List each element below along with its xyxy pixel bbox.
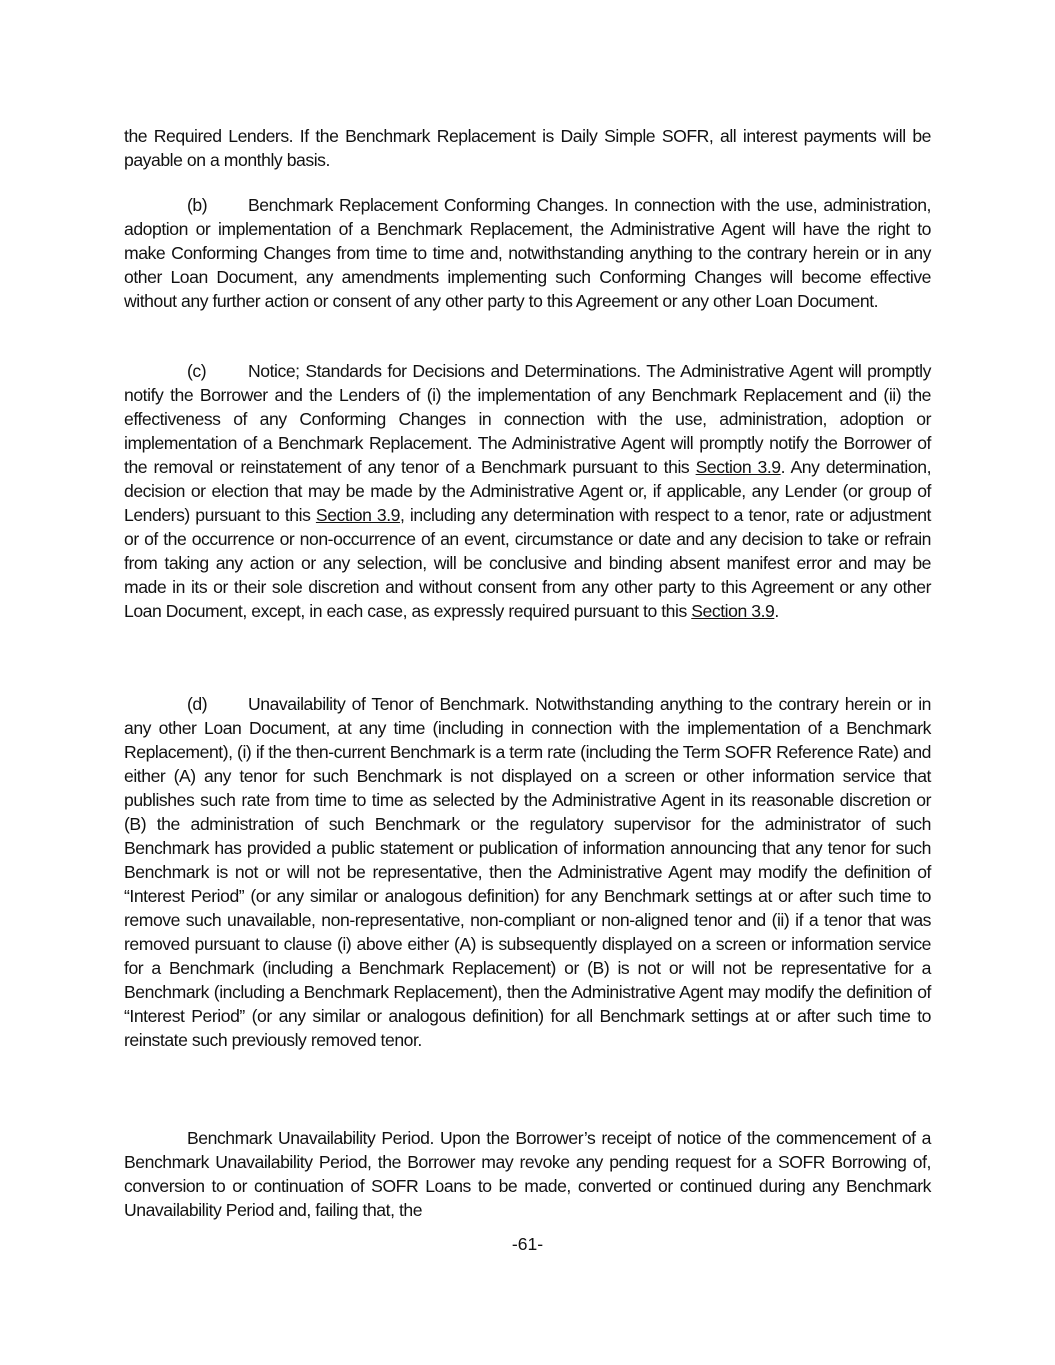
section-reference-link: Section 3.9 xyxy=(695,457,781,477)
paragraph-c-text-a: Notice; Standards for Decisions and Determinations. The Administrative Agent will promptly notify the Borrower and the Lenders of (i) the implementation of any Benchmark Replacement and (ii) the effectiveness of any Conforming Changes in connection with the use, administration, adoption or implementation of a Benchmark Replacement. The Administrative Agent will promptly notify the Borrower of the removal or reinstatement of any tenor of a Benchmark pursuant to this xyxy=(124,361,931,477)
page-number: -61- xyxy=(511,1234,544,1254)
paragraph-b-body xyxy=(124,193,931,313)
paragraph-benchmark-unavailability xyxy=(124,1126,931,1222)
section-reference-link: Section 3.9 xyxy=(315,505,401,525)
section-reference-link: Section 3.9 xyxy=(691,601,775,621)
paragraph-c-text-d: . xyxy=(774,601,779,621)
paragraph-d xyxy=(124,692,931,1052)
paragraph-b xyxy=(124,193,931,313)
paragraph-text: the Required Lenders. If the Benchmark Replacement is Daily Simple SOFR, all interest payments will be payable on a monthly basis. xyxy=(124,126,931,170)
paragraph-c-text-b: . Any determination, decision or election that may be made by the Administrative Agent or, if applicable, any Lender (or group of Lenders) pursuant to this xyxy=(124,457,932,525)
paragraph-b-text: Benchmark Replacement Conforming Changes. In connection with the use, administration, adoption or implementation of a Benchmark Replacement, the Administrative Agent will have the right to make Conforming Changes from time to time and, notwithstanding anything to the contrary herein or in any other Loan Document, any amendments implementing such Conforming Changes will become effective without any further action or consent of any other party to this Agreement or any other Loan Document. xyxy=(124,195,931,311)
paragraph-c-text-c: , including any determination with respect to a tenor, rate or adjustment or of the occurrence or non-occurrence of an event, circumstance or date and any decision to take or refrain from taking any action or any selection, will be conclusive and binding absent manifest error and may be made in its or their sole discretion and without consent from any other party to this Agreement or any other Loan Document, except, in each case, as expressly required pursuant to this xyxy=(124,505,931,621)
paragraph-c-body xyxy=(124,359,931,623)
paragraph-continuation xyxy=(124,124,931,172)
paragraph-c-marker: (c) xyxy=(187,361,207,381)
paragraph-b-marker: (b) xyxy=(187,195,208,215)
paragraph-d-text: Unavailability of Tenor of Benchmark. Notwithstanding anything to the contrary herein or in any other Loan Document, at any time (including in connection with the implementation of a Benchmark Replacement), (i) if the then-current Benchmark is a term rate (including the Term SOFR Reference Rate) and either (A) any tenor for such Benchmark is not displayed on a screen or other information service that publishes such rate from time to time as selected by the Administrative Agent in its reasonable discretion or (B) the administration of such Benchmark or the regulatory supervisor for the administrator of such Benchmark has provided a public statement or publication of information announcing that any tenor for such Benchmark is not or will not be representative, then the Administrative Agent may modify the definition of “Interest Period” (or any similar or analogous definition) for any Benchmark settings at or after such time to remove such unavailable, non-representative, non-compliant or non-aligned tenor and (ii) if a tenor that was removed pursuant to clause (i) above either (A) is subsequently displayed on a screen or information service for a Benchmark (including a Benchmark Replacement) or (B) is not or will not be representative for a Benchmark (including a Benchmark Replacement), then the Administrative Agent may modify the definition of “Interest Period” (or any similar or analogous definition) for all Benchmark settings at or after such time to reinstate such previously removed tenor. xyxy=(124,694,931,1050)
paragraph-d-body xyxy=(124,692,931,1052)
paragraph-d-marker: (d) xyxy=(187,694,208,714)
paragraph-c xyxy=(124,359,931,623)
paragraph-benchmark-unavailability-text: Benchmark Unavailability Period. Upon the Borrower’s receipt of notice of the commencement of a Benchmark Unavailability Period, the Borrower may revoke any pending request for a SOFR Borrowing of, conversion to or continuation of SOFR Loans to be made, converted or continued during any Benchmark Unavailability Period and, failing that, the xyxy=(124,1128,931,1220)
